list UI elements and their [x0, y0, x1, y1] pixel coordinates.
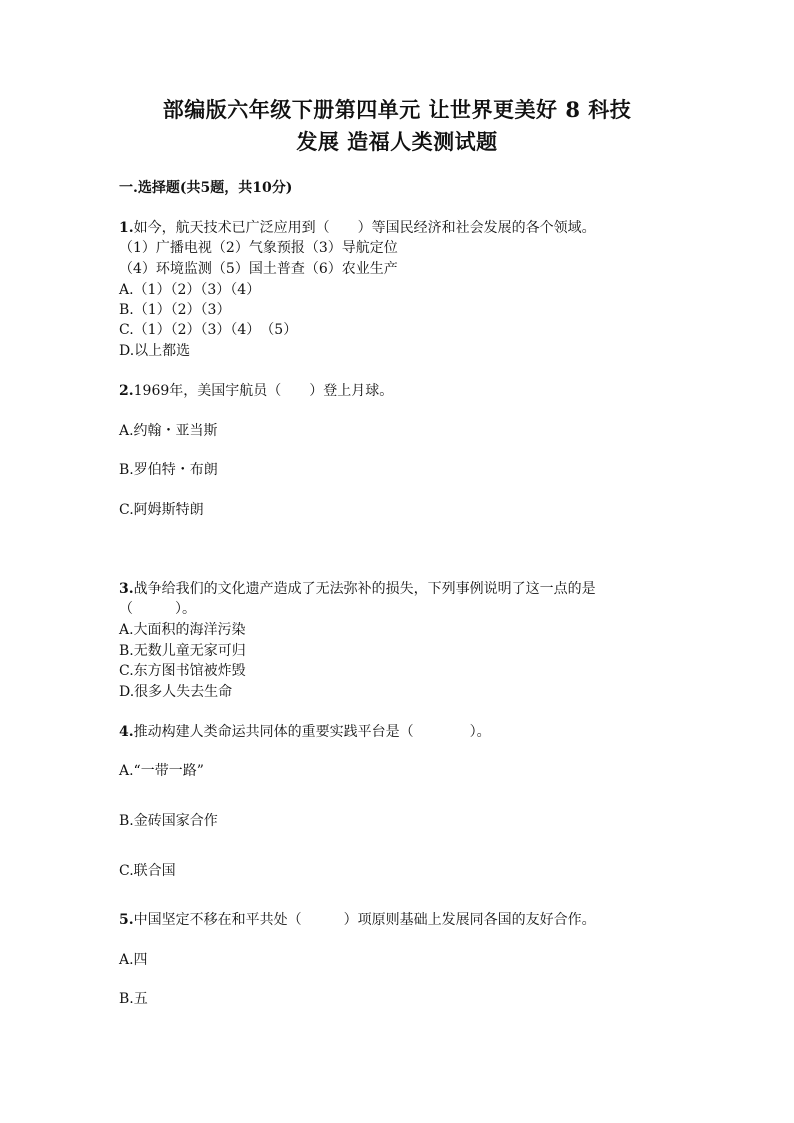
- question-number: 5.: [119, 912, 134, 928]
- question-2-option-b: B.罗伯特・布朗: [119, 462, 218, 478]
- question-1-option-c: C.（1）（2）（3）（4） （5）: [119, 322, 298, 338]
- question-3-option-a: A.大面积的海洋污染: [119, 622, 246, 638]
- question-2-option-a: A.约翰・亚当斯: [119, 423, 218, 439]
- title-line-1: 部编版六年级下册第四单元 让世界更美好 8 科技: [162, 97, 632, 122]
- question-1-extra-1: （1）广播电视（2）气象预报（3）导航定位: [119, 240, 398, 256]
- question-3-stem-continued: （ ）。: [119, 601, 196, 617]
- question-1-option-b: B.（1）（2）（3）: [119, 302, 231, 318]
- question-4-option-a: A.“一带一路”: [119, 763, 204, 779]
- question-number: 2.: [119, 383, 134, 399]
- question-4-stem: [119, 722, 491, 742]
- question-text: 战争给我们的文化遗产造成了无法弥补的损失，下列事例说明了这一点的是: [133, 581, 596, 597]
- title-line-2: 发展 造福人类测试题: [296, 129, 498, 154]
- question-1-option-a: A.（1）（2）（3）（4）: [119, 282, 261, 298]
- question-number: 3.: [119, 581, 134, 597]
- question-1-extra-2: （4）环境监测（5）国土普查（6）农业生产: [119, 261, 398, 277]
- document-title: [80, 94, 714, 158]
- question-3-stem: [119, 579, 596, 599]
- question-1-option-d: D.以上都选: [119, 343, 191, 359]
- question-4-option-b: B.金砖国家合作: [119, 813, 218, 829]
- section-heading: 一.选择题(共5题，共10分): [119, 180, 293, 196]
- question-5-option-a: A.四: [119, 952, 148, 968]
- question-3-option-b: B.无数儿童无家可归: [119, 643, 246, 659]
- question-1-stem: [119, 218, 596, 238]
- question-number: 1.: [119, 220, 134, 236]
- question-5-stem: [119, 910, 596, 930]
- question-text: 推动构建人类命运共同体的重要实践平台是（ ）。: [133, 724, 491, 740]
- question-4-option-c: C.联合国: [119, 863, 176, 879]
- question-2-option-c: C.阿姆斯特朗: [119, 502, 204, 518]
- question-2-stem: [119, 381, 393, 401]
- question-text: 1969年，美国宇航员（ ）登上月球。: [133, 383, 394, 399]
- question-5-option-b: B.五: [119, 991, 148, 1007]
- question-3-option-c: C.东方图书馆被炸毁: [119, 663, 246, 679]
- question-text: 中国坚定不移在和平共处（ ）项原则基础上发展同各国的友好合作。: [133, 912, 596, 928]
- question-3-option-d: D.很多人失去生命: [119, 684, 233, 700]
- question-text: 如今，航天技术已广泛应用到（ ）等国民经济和社会发展的各个领域。: [133, 220, 596, 236]
- question-number: 4.: [119, 724, 134, 740]
